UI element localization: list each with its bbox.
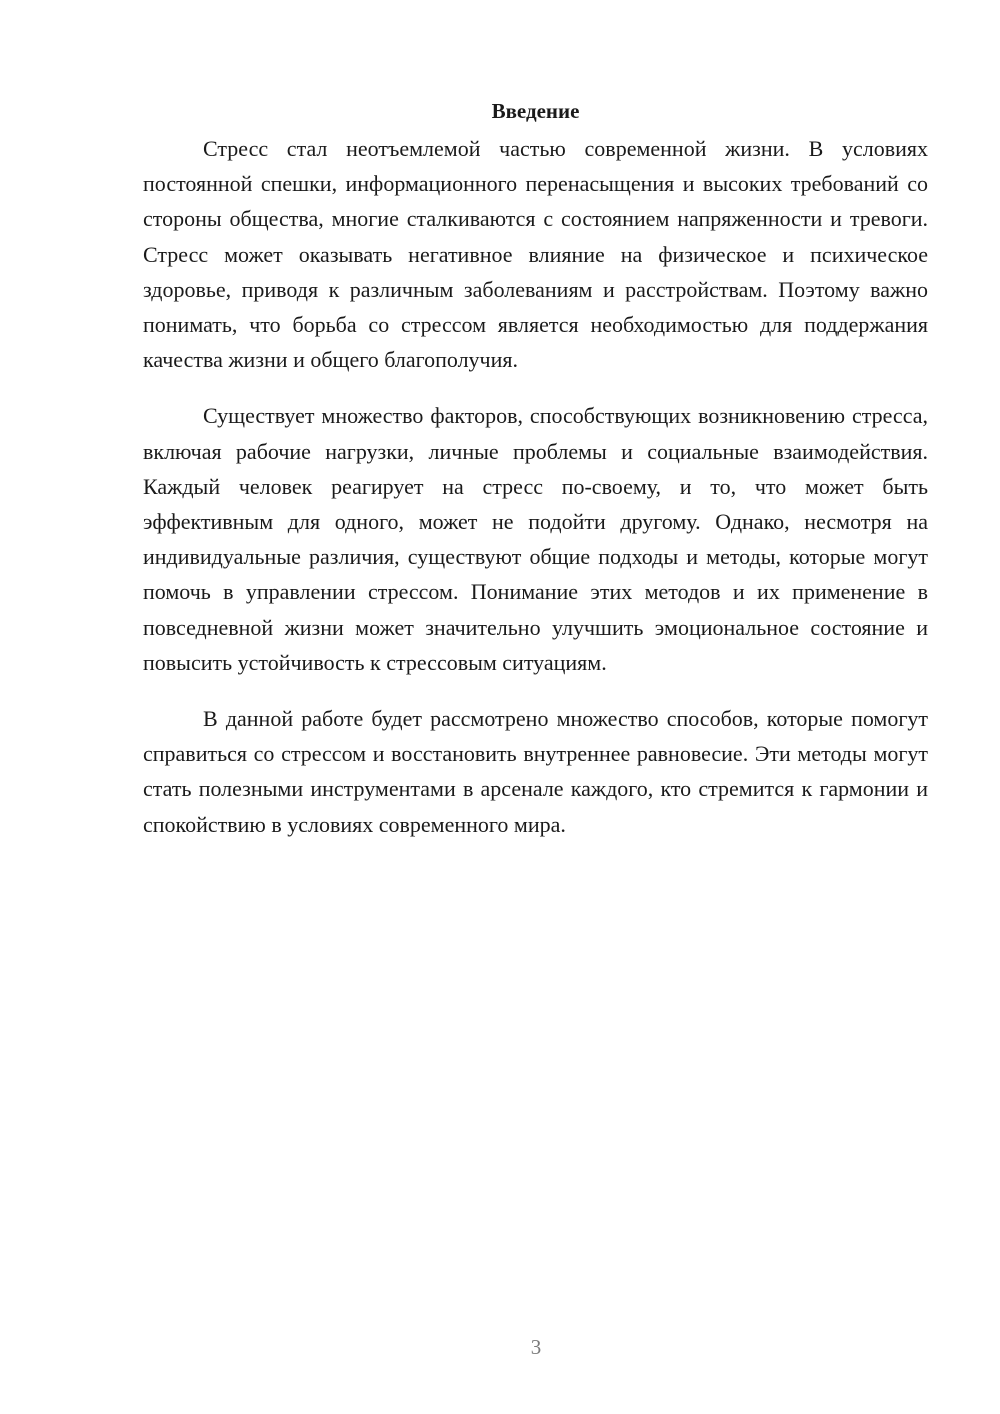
paragraph-1: Стресс стал неотъемлемой частью современной жизни. В условиях постоянной спешки, информационного перенасыщения и высоких требований со стороны общества, многие сталкиваются с состоянием напряженности и тревоги. Стресс может оказывать негативное влияние на физическое и психическое здоровье, приводя к различным заболеваниям и расстройствам. Поэтому важно понимать, что борьба со стрессом является необходимостью для поддержания качества жизни и общего благополучия.: [143, 136, 928, 373]
paragraph-2: Существует множество факторов, способствующих возникновению стресса, включая рабочие нагрузки, личные проблемы и социальные взаимодействия. Каждый человек реагирует на стресс по-своему, и то, что может быть эффективным для одного, может не подойти другому. Однако, несмотря на индивидуальные различия, существуют общие подходы и методы, которые могут помочь в управлении стрессом. Понимание этих методов и их применение в повседневной жизни может значительно улучшить эмоциональное состояние и повысить устойчивость к стрессовым ситуациям.: [143, 403, 928, 675]
page-number: 3: [530, 1335, 542, 1359]
section-heading: Введение: [491, 99, 580, 123]
paragraph-3: В данной работе будет рассмотрено множество способов, которые помогут справиться со стрессом и восстановить внутреннее равновесие. Эти методы могут стать полезными инструментами в арсенале каждого, кто стремится к гармонии и спокойствию в условиях современного мира.: [143, 706, 928, 837]
page-content: [143, 96, 928, 842]
